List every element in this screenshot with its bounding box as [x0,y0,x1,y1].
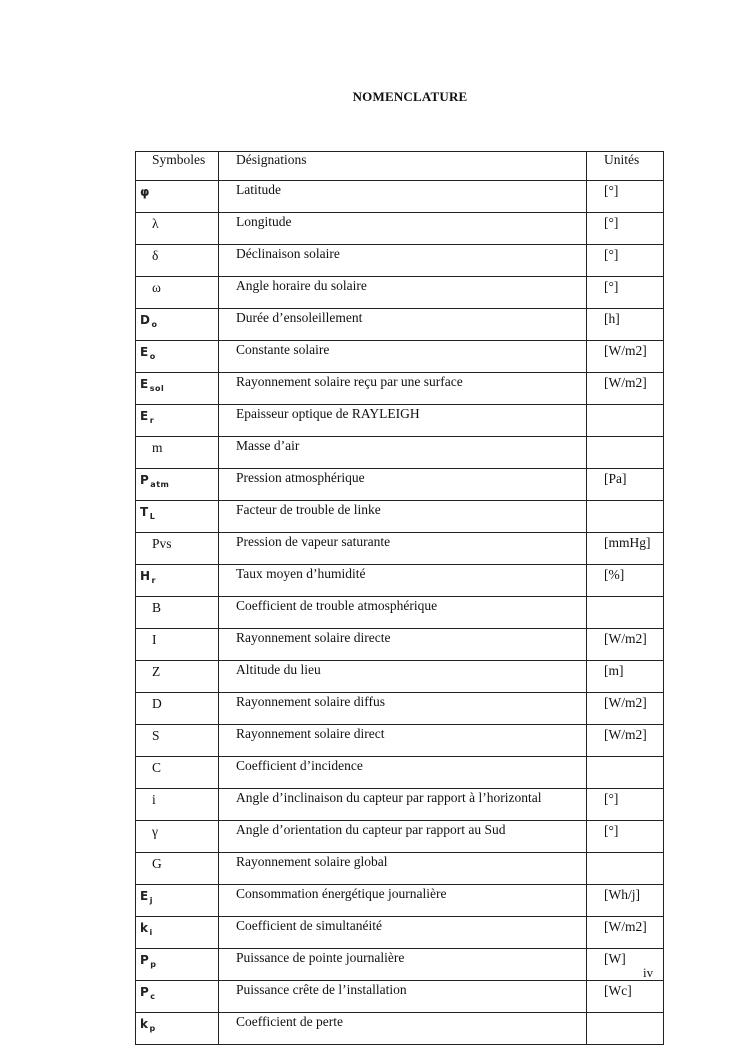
unit-cell: [°] [587,213,664,245]
designation-cell: Consommation énergétique journalière [219,885,587,917]
symbol-subscript: p [150,960,157,969]
unit-cell [587,1013,664,1045]
symbol-subscript: o [151,320,158,329]
unit-cell: [W/m2] [587,629,664,661]
unit-cell: [°] [587,277,664,309]
table-row [136,885,664,917]
symbol-base: P [140,473,150,487]
symbol-cell [136,725,219,757]
table-row [136,213,664,245]
symbol-cell [136,341,219,373]
unit-cell: [Pa] [587,469,664,501]
symbol-base: I [152,632,157,647]
symbol [140,473,169,492]
symbol-base: φ [140,185,150,199]
symbol-base: Pvs [152,536,172,551]
unit-cell: [W/m2] [587,373,664,405]
symbol-base: C [152,760,162,775]
symbol [152,760,161,775]
symbol [152,632,157,647]
designation-cell: Altitude du lieu [219,661,587,693]
designation-cell: Longitude [219,213,587,245]
symbol [140,409,154,428]
symbol-cell [136,693,219,725]
symbol-base: k [140,921,149,935]
header-designation: Désignations [219,152,587,181]
table-row [136,277,664,309]
table-row [136,405,664,437]
table-row [136,917,664,949]
symbol [152,600,161,615]
table-row [136,341,664,373]
designation-cell: Coefficient de trouble atmosphérique [219,597,587,629]
table-row [136,309,664,341]
table-row [136,597,664,629]
symbol-cell [136,533,219,565]
designation-cell: Pression atmosphérique [219,469,587,501]
symbol-base: E [140,409,149,423]
symbol-subscript: j [149,896,153,905]
symbol [152,792,156,807]
designation-cell: Angle d’orientation du capteur par rapport au Sud [219,821,587,853]
table-row [136,693,664,725]
table-row [136,501,664,533]
symbol-base: P [140,985,150,999]
symbol [140,345,156,364]
symbol [152,440,163,455]
symbol-base: P [140,953,150,967]
symbol-cell [136,213,219,245]
symbol [140,1017,156,1036]
unit-cell: [h] [587,309,664,341]
designation-cell: Angle horaire du solaire [219,277,587,309]
unit-cell [587,597,664,629]
unit-cell: [°] [587,789,664,821]
symbol-base: E [140,345,149,359]
symbol [140,313,157,332]
table-row [136,245,664,277]
designation-cell: Latitude [219,181,587,213]
table-row [136,437,664,469]
symbol [140,569,156,588]
symbol [140,889,153,908]
table-body [136,181,664,1045]
symbol [140,985,156,1004]
symbol-subscript: o [149,352,156,361]
symbol-cell [136,853,219,885]
designation-cell: Puissance de pointe journalière [219,949,587,981]
symbol-base: S [152,728,160,743]
unit-cell: [Wh/j] [587,885,664,917]
symbol-base: E [140,889,149,903]
symbol [152,664,160,679]
page-title: NOMENCLATURE [352,89,468,104]
designation-cell: Pression de vapeur saturante [219,533,587,565]
table-row [136,981,664,1013]
designation-cell: Taux moyen d’humidité [219,565,587,597]
symbol-cell [136,181,219,213]
symbol-base: δ [152,248,159,263]
table-row [136,1013,664,1045]
unit-cell: [Wc] [587,981,664,1013]
symbol-cell [136,1013,219,1045]
symbol-subscript: L [149,512,156,521]
symbol-base: H [140,569,151,583]
designation-cell: Epaisseur optique de RAYLEIGH [219,405,587,437]
table-row [136,533,664,565]
symbol-base: ω [152,280,161,295]
designation-cell: Coefficient d’incidence [219,757,587,789]
unit-cell: [W/m2] [587,725,664,757]
designation-cell: Constante solaire [219,341,587,373]
symbol-base: E [140,377,149,391]
designation-cell: Rayonnement solaire directe [219,629,587,661]
designation-cell: Rayonnement solaire direct [219,725,587,757]
symbol-base: m [152,440,163,455]
symbol-subscript: p [149,1024,156,1033]
symbol [152,280,161,295]
designation-cell: Coefficient de simultanéité [219,917,587,949]
unit-cell: [m] [587,661,664,693]
designation-cell: Coefficient de perte [219,1013,587,1045]
symbol-cell [136,949,219,981]
symbol-subscript: sol [149,384,165,393]
unit-cell [587,405,664,437]
table-row [136,181,664,213]
symbol [152,728,160,743]
symbol [152,696,162,711]
symbol [152,536,172,551]
symbol-base: λ [152,216,159,231]
table-row [136,565,664,597]
unit-cell: [W/m2] [587,693,664,725]
designation-cell: Puissance crête de l’installation [219,981,587,1013]
table-row [136,853,664,885]
designation-cell: Déclinaison solaire [219,245,587,277]
symbol-cell [136,661,219,693]
symbol-base: i [152,792,156,807]
symbol-cell [136,469,219,501]
symbol-cell [136,885,219,917]
table-row [136,757,664,789]
symbol-cell [136,917,219,949]
unit-cell: [%] [587,565,664,597]
symbol-cell [136,789,219,821]
table-row [136,629,664,661]
symbol-base: γ [152,824,158,839]
symbol-cell [136,629,219,661]
unit-cell: [W] [587,949,664,981]
designation-cell: Facteur de trouble de linke [219,501,587,533]
symbol-cell [136,501,219,533]
unit-cell [587,757,664,789]
symbol [140,921,153,940]
page-number: iv [643,965,654,980]
symbol-cell [136,437,219,469]
table-row [136,469,664,501]
unit-cell [587,853,664,885]
table-row [136,949,664,981]
symbol-cell [136,757,219,789]
symbol-cell [136,277,219,309]
symbol-subscript: r [151,576,156,585]
table-row [136,661,664,693]
symbol-cell [136,821,219,853]
symbol-subscript: i [149,928,153,937]
symbol [152,216,159,231]
designation-cell: Rayonnement solaire diffus [219,693,587,725]
symbol [140,185,150,200]
symbol-subscript: r [149,416,155,425]
table-header-row [136,152,664,181]
symbol-base: T [140,505,149,519]
designation-cell: Angle d’inclinaison du capteur par rapport à l’horizontal [219,789,587,821]
nomenclature-table [135,151,664,1045]
designation-cell: Masse d’air [219,437,587,469]
symbol [152,856,162,871]
symbol-cell [136,405,219,437]
designation-cell: Rayonnement solaire reçu par une surface [219,373,587,405]
unit-cell [587,501,664,533]
unit-cell: [°] [587,181,664,213]
symbol-base: Z [152,664,161,679]
unit-cell: [mmHg] [587,533,664,565]
symbol [152,824,158,839]
symbol-base: B [152,600,162,615]
symbol-base: D [140,313,151,327]
symbol-base: k [140,1017,149,1031]
symbol-cell [136,309,219,341]
designation-cell: Rayonnement solaire global [219,853,587,885]
table-row [136,725,664,757]
designation-cell: Durée d’ensoleillement [219,309,587,341]
symbol-cell [136,981,219,1013]
symbol [140,505,155,524]
symbol-cell [136,373,219,405]
symbol-cell [136,565,219,597]
table-row [136,373,664,405]
symbol-base: D [152,696,162,711]
unit-cell: [W/m2] [587,917,664,949]
unit-cell [587,437,664,469]
symbol-cell [136,597,219,629]
symbol-base: G [152,856,162,871]
header-unit: Unités [587,152,664,181]
table-row [136,821,664,853]
symbol-subscript: atm [150,480,170,489]
symbol [140,377,164,396]
unit-cell: [°] [587,821,664,853]
table-row [136,789,664,821]
symbol [140,953,157,972]
unit-cell: [W/m2] [587,341,664,373]
symbol-cell [136,245,219,277]
header-symbol: Symboles [136,152,219,181]
symbol [152,248,158,263]
unit-cell: [°] [587,245,664,277]
symbol-subscript: c [150,992,156,1001]
